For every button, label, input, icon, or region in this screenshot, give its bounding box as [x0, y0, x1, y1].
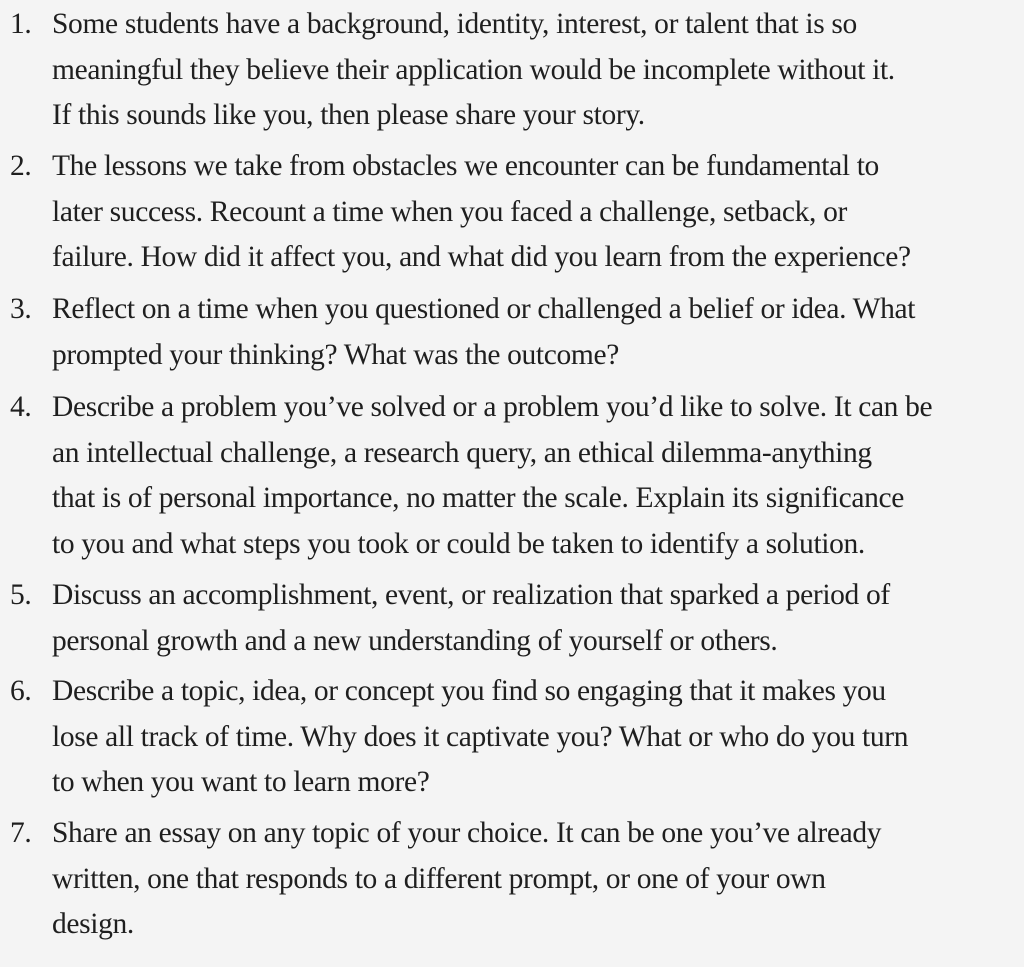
prompt-line: later success. Recount a time when you faced a challenge, setback, or — [52, 195, 847, 228]
prompt-item — [0, 385, 1024, 567]
prompt-line: that is of personal importance, no matter the scale. Explain its significance — [52, 482, 905, 514]
prompt-text — [52, 811, 1012, 948]
prompt-number: 3. — [10, 293, 32, 325]
prompt-line: to when you want to learn more? — [52, 766, 430, 798]
prompt-item — [0, 2, 1024, 139]
prompt-text — [52, 385, 1012, 567]
prompt-line: to you and what steps you took or could be taken to identify a solution. — [52, 527, 865, 560]
prompt-line: Describe a problem you’ve solved or a problem you’d like to solve. It can be — [52, 391, 933, 423]
prompt-text — [52, 573, 1012, 664]
prompt-item — [0, 573, 1024, 664]
prompt-number: 5. — [10, 579, 32, 611]
prompt-line: personal growth and a new understanding of yourself or others. — [52, 624, 778, 657]
prompt-text — [52, 669, 1012, 806]
prompt-line: Describe a topic, idea, or concept you find so engaging that it makes you — [52, 675, 886, 707]
prompt-number: 7. — [10, 817, 32, 849]
prompt-line: failure. How did it affect you, and what did you learn from the experience? — [52, 241, 911, 273]
prompt-line: The lessons we take from obstacles we encounter can be fundamental to — [52, 150, 879, 182]
prompt-line: prompted your thinking? What was the outcome? — [52, 338, 620, 371]
prompt-text — [52, 144, 1012, 281]
prompt-line: Discuss an accomplishment, event, or realization that sparked a period of — [52, 579, 890, 611]
prompt-line: an intellectual challenge, a research query, an ethical dilemma-anything — [52, 436, 872, 469]
prompt-line: Some students have a background, identity, interest, or talent that is so — [52, 8, 857, 40]
prompt-item — [0, 144, 1024, 281]
prompt-item — [0, 287, 1024, 378]
prompt-number: 6. — [10, 675, 32, 707]
prompt-number: 2. — [10, 150, 32, 182]
prompt-text — [52, 2, 1012, 139]
prompt-number: 4. — [10, 391, 32, 423]
prompt-line: Share an essay on any topic of your choice. It can be one you’ve already — [52, 817, 882, 849]
prompt-line: lose all track of time. Why does it captivate you? What or who do you turn — [52, 720, 909, 753]
prompt-line: Reflect on a time when you questioned or challenged a belief or idea. What — [52, 293, 916, 325]
prompt-line: written, one that responds to a different prompt, or one of your own — [52, 862, 826, 895]
prompt-number: 1. — [10, 8, 32, 40]
prompt-line: design. — [52, 908, 134, 940]
prompt-item — [0, 811, 1024, 948]
prompt-item — [0, 669, 1024, 806]
prompt-text — [52, 287, 1012, 378]
prompt-line: If this sounds like you, then please share your story. — [52, 99, 645, 131]
prompt-line: meaningful they believe their application would be incomplete without it. — [52, 53, 895, 86]
